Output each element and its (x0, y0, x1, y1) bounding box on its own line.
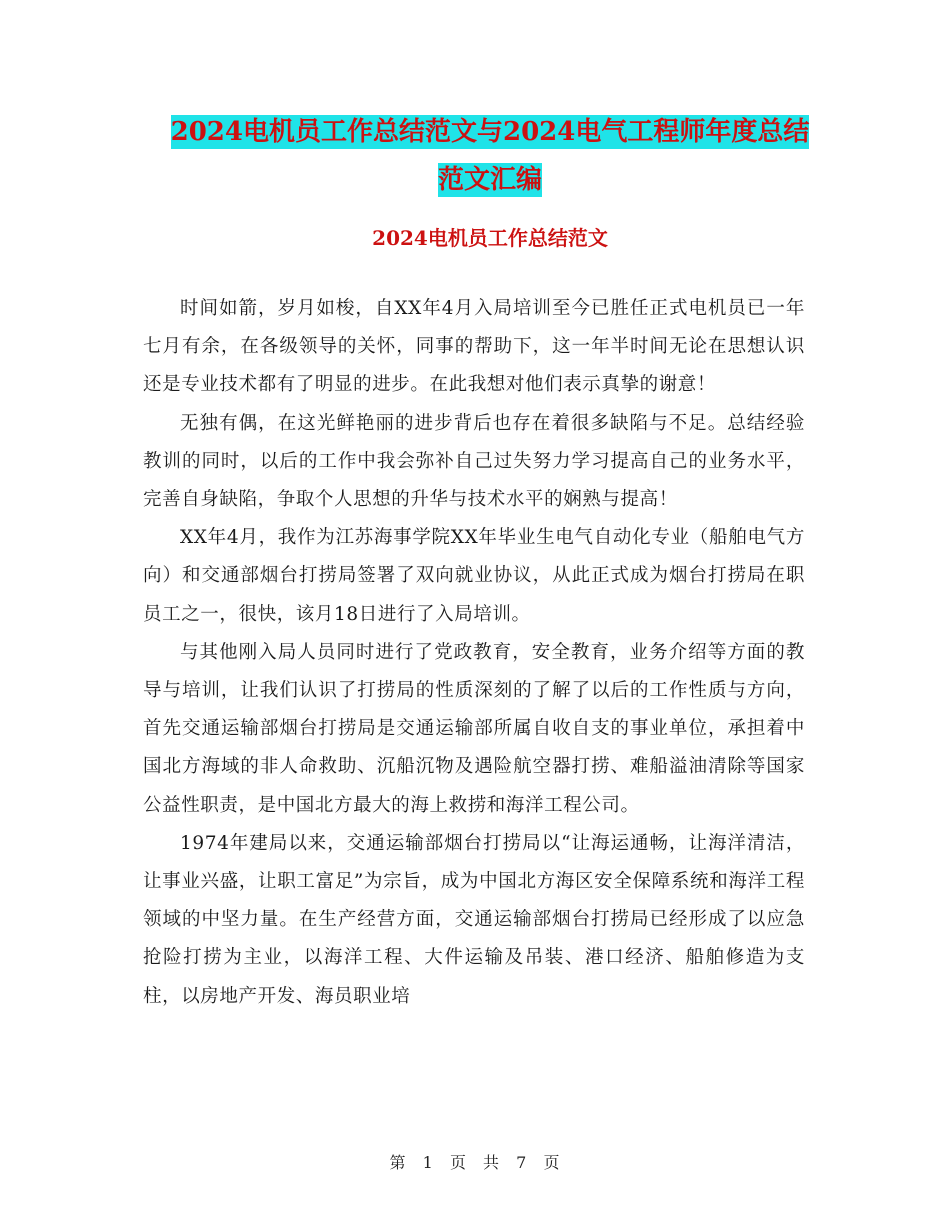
paragraph: XX年4月，我作为江苏海事学院XX年毕业生电气自动化专业（船舶电气方向）和交通部烟台打捞局签署了双向就业协议，从此正式成为烟台打捞局在职员工之一，很快，该月18日进行了入局培训。 (143, 527, 805, 625)
paragraph: 无独有偶，在这光鲜艳丽的进步背后也存在着很多缺陷与不足。总结经验教训的同时，以后的工作中我会弥补自己过失努力学习提高自己的业务水平，完善自身缺陷，争取个人思想的升华与技术水平的娴熟与提高！ (143, 412, 805, 511)
paragraph: 时间如箭，岁月如梭，自XX年4月入局培训至今已胜任正式电机员已一年七月有余，在各级领导的关怀，同事的帮助下，这一年半时间无论在思想认识还是专业技术都有了明显的进步。在此我想对他们表示真挚的谢意！ (143, 298, 805, 396)
paragraph: 与其他刚入局人员同时进行了党政教育，安全教育，业务介绍等方面的教导与培训，让我们认识了打捞局的性质深刻的了解了以后的工作性质与方向，首先交通运输部烟台打捞局是交通运输部所属自收自支的事业单位，承担着中国北方海域的非人命救助、沉船沉物及遇险航空器打捞、难船溢油清除等国家公益性职责，是中国北方最大的海上救捞和海洋工程公司。 (143, 641, 805, 816)
footer-mid: 页 (449, 1153, 467, 1172)
page-number: 1 (422, 1153, 434, 1172)
document-title (140, 108, 840, 204)
total-pages: 7 (516, 1153, 528, 1172)
section-title: 2024电机员工作总结范文 (372, 226, 608, 250)
footer-total-prefix: 共 (483, 1153, 501, 1172)
paragraph: 1974年建局以来，交通运输部烟台打捞局以“让海运通畅，让海洋清洁，让事业兴盛，让职工富足”为宗旨，成为中国北方海区安全保障系统和海洋工程领域的中坚力量。在生产经营方面，交通运输部烟台打捞局已经形成了以应急抢险打捞为主业，以海洋工程、大件运输及吊装、港口经济、船舶修造为支柱，以房地产开发、海员职业培 (143, 832, 805, 1007)
footer-suffix: 页 (543, 1153, 561, 1172)
body-text (143, 290, 805, 1016)
page-footer (0, 1150, 950, 1173)
document-title-line2: 范文汇编 (437, 165, 542, 195)
document-title-line1: 2024电机员工作总结范文与2024电气工程师年度总结 (170, 117, 810, 147)
footer-prefix: 第 (389, 1153, 407, 1172)
